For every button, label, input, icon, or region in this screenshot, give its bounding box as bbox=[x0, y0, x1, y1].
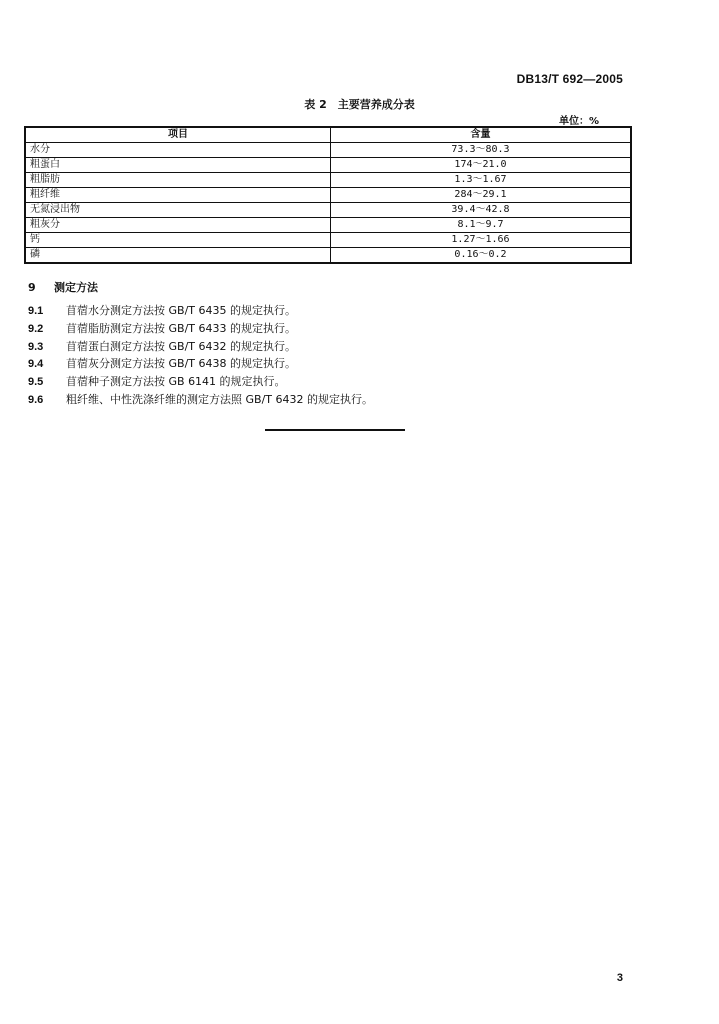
row-item: 水分 bbox=[25, 143, 331, 158]
table-row bbox=[25, 248, 631, 264]
row-item: 粗纤维 bbox=[25, 188, 331, 203]
row-item: 磷 bbox=[25, 248, 331, 264]
row-value: 1.27～1.66 bbox=[331, 233, 632, 248]
section-heading bbox=[28, 279, 98, 295]
clause-text: 粗纤维、中性洗涤纤维的测定方法照 GB/T 6432 的规定执行。 bbox=[66, 392, 373, 406]
row-value: 174～21.0 bbox=[331, 158, 632, 173]
clause-text: 苜蓿种子测定方法按 GB 6141 的规定执行。 bbox=[66, 375, 286, 389]
table-title: 表 2 主要营养成分表 bbox=[304, 98, 415, 111]
clause-text: 苜蓿蛋白测定方法按 GB/T 6432 的规定执行。 bbox=[66, 339, 296, 353]
table-row bbox=[25, 233, 631, 248]
document-code: DB13/T 692—2005 bbox=[516, 72, 623, 86]
clause-item bbox=[28, 320, 373, 338]
table-unit: 单位：% bbox=[558, 116, 599, 127]
row-item: 粗脂肪 bbox=[25, 173, 331, 188]
row-value: 39.4～42.8 bbox=[331, 203, 632, 218]
clause-item bbox=[28, 338, 373, 356]
clause-item bbox=[28, 355, 373, 373]
clause-text: 苜蓿灰分测定方法按 GB/T 6438 的规定执行。 bbox=[66, 357, 296, 371]
row-value: 284～29.1 bbox=[331, 188, 632, 203]
section-title: 测定方法 bbox=[54, 281, 98, 294]
table-row bbox=[25, 188, 631, 203]
nutrition-table bbox=[24, 126, 632, 264]
table-row bbox=[25, 158, 631, 173]
row-value: 8.1～9.7 bbox=[331, 218, 632, 233]
clause-number: 9.1 bbox=[28, 305, 44, 317]
row-value: 0.16～0.2 bbox=[331, 248, 632, 264]
table-row bbox=[25, 218, 631, 233]
clause-text: 苜蓿脂肪测定方法按 GB/T 6433 的规定执行。 bbox=[66, 321, 296, 335]
clause-item bbox=[28, 302, 373, 320]
end-of-document-rule bbox=[265, 429, 405, 431]
section-number: 9 bbox=[28, 281, 36, 294]
clause-number: 9.5 bbox=[28, 376, 44, 389]
row-item: 粗蛋白 bbox=[25, 158, 331, 173]
row-item: 无氮浸出物 bbox=[25, 203, 331, 218]
table-header-row bbox=[25, 127, 631, 143]
page-number: 3 bbox=[616, 972, 623, 984]
row-item: 钙 bbox=[25, 233, 331, 248]
table-row bbox=[25, 143, 631, 158]
clause-item bbox=[28, 373, 373, 391]
clause-number: 9.3 bbox=[28, 340, 44, 353]
row-item: 粗灰分 bbox=[25, 218, 331, 233]
clause-number: 9.2 bbox=[28, 322, 44, 335]
row-value: 1.3～1.67 bbox=[331, 173, 632, 188]
clause-text: 苜蓿水分测定方法按 GB/T 6435 的规定执行。 bbox=[66, 304, 296, 317]
table-row bbox=[25, 203, 631, 218]
table-row bbox=[25, 173, 631, 188]
column-header-item: 项目 bbox=[25, 127, 331, 143]
clause-number: 9.6 bbox=[28, 393, 44, 406]
clause-list bbox=[28, 302, 373, 409]
clause-item bbox=[28, 391, 373, 409]
column-header-value: 含量 bbox=[331, 127, 632, 143]
clause-number: 9.4 bbox=[28, 358, 44, 371]
row-value: 73.3～80.3 bbox=[331, 143, 632, 158]
